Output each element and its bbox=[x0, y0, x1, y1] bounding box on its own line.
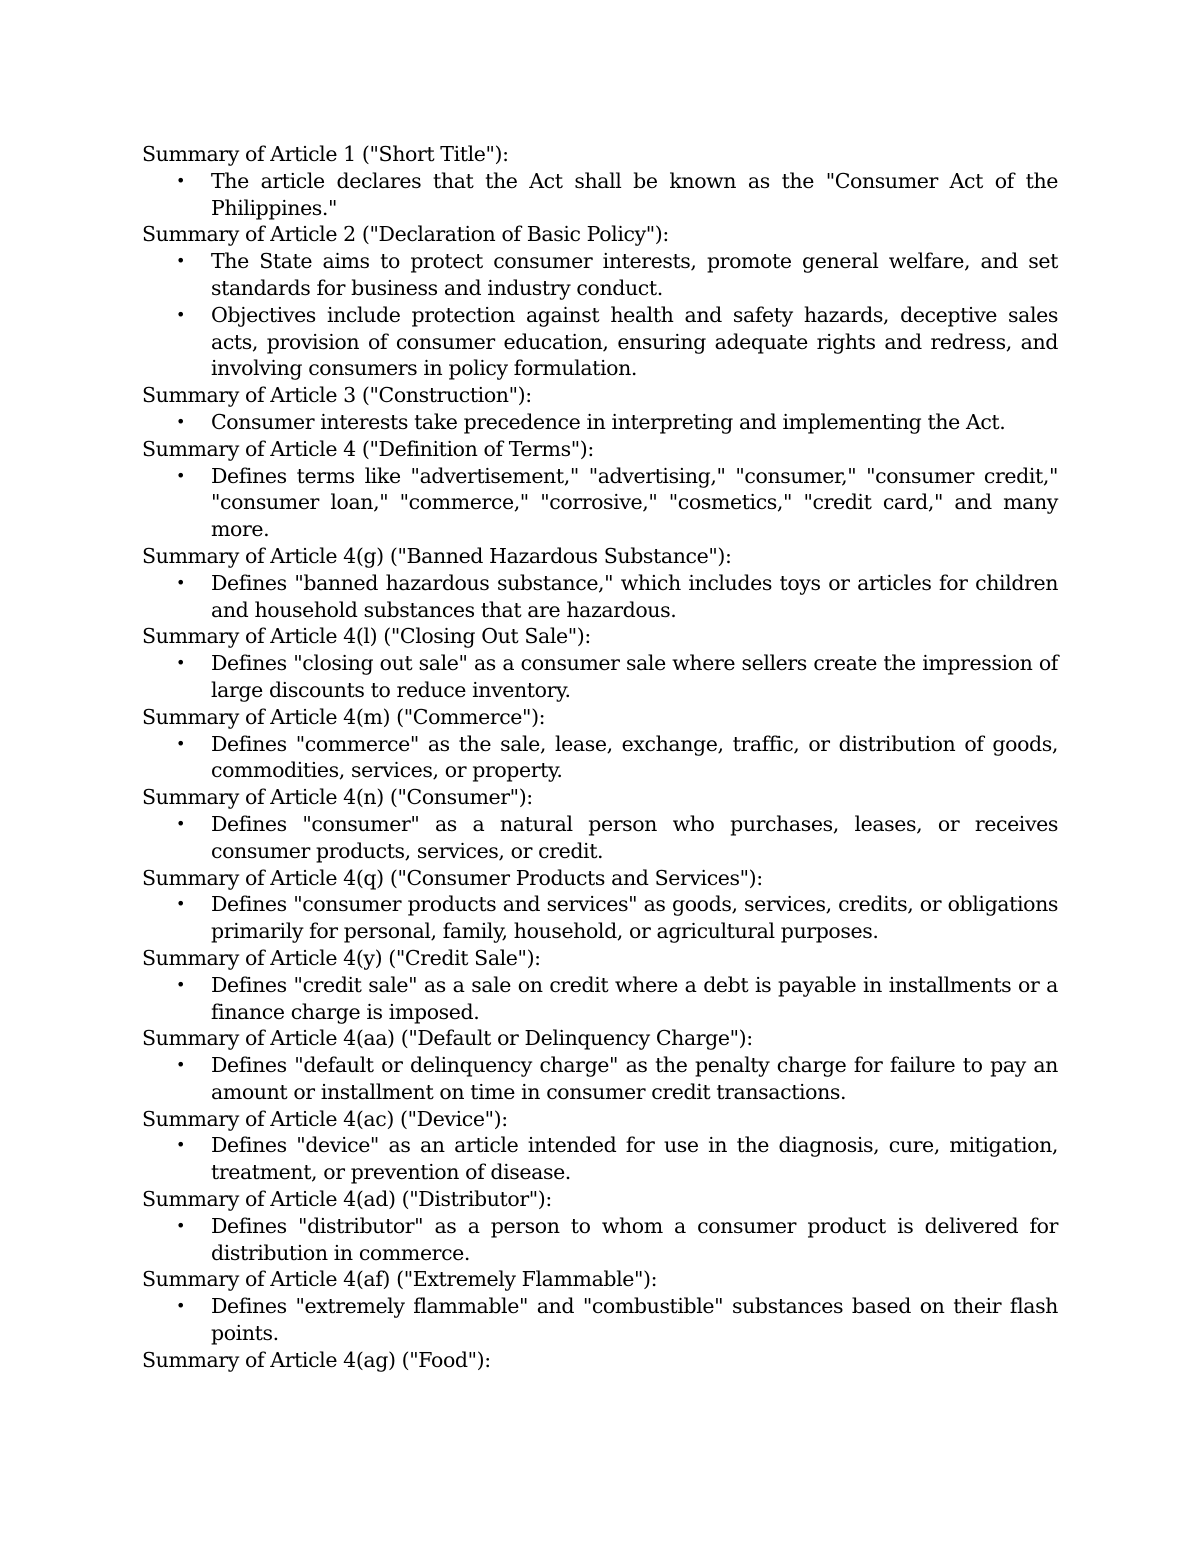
bullet-list bbox=[142, 972, 1058, 1026]
bullet-icon: • bbox=[176, 1215, 186, 1235]
article-section bbox=[142, 1266, 1058, 1346]
section-heading: Summary of Article 4(g) ("Banned Hazardous Substance"): bbox=[142, 543, 732, 568]
bullet-icon: • bbox=[176, 1055, 186, 1075]
bullet-icon: • bbox=[176, 1135, 186, 1155]
bullet-item bbox=[142, 168, 1058, 222]
bullet-item bbox=[142, 1052, 1058, 1106]
bullet-list bbox=[142, 650, 1058, 704]
article-section bbox=[142, 436, 1058, 543]
bullet-text: Defines "distributor" as a person to whom a consumer product is delivered for distribution in commerce. bbox=[211, 1213, 1058, 1265]
bullet-list bbox=[142, 1052, 1058, 1106]
article-section bbox=[142, 945, 1058, 1025]
bullet-list bbox=[142, 463, 1058, 543]
article-section bbox=[142, 141, 1058, 221]
bullet-item bbox=[142, 570, 1058, 624]
bullet-icon: • bbox=[176, 304, 186, 324]
bullet-item bbox=[142, 650, 1058, 704]
article-section bbox=[142, 1025, 1058, 1105]
bullet-text: Defines "consumer" as a natural person who purchases, leases, or receives consumer products, services, or credit. bbox=[211, 811, 1058, 863]
bullet-icon: • bbox=[176, 572, 186, 592]
article-section bbox=[142, 623, 1058, 703]
bullet-list bbox=[142, 168, 1058, 222]
bullet-item bbox=[142, 409, 1058, 436]
article-section bbox=[142, 543, 1058, 623]
section-heading: Summary of Article 4(ac) ("Device"): bbox=[142, 1106, 508, 1131]
bullet-list bbox=[142, 891, 1058, 945]
bullet-text: Defines "extremely flammable" and "combustible" substances based on their flash points. bbox=[211, 1294, 1058, 1346]
section-heading: Summary of Article 4 ("Definition of Terms"): bbox=[142, 436, 594, 461]
article-section bbox=[142, 704, 1058, 784]
bullet-text: Defines "credit sale" as a sale on credit where a debt is payable in installments or a finance charge is imposed. bbox=[211, 972, 1058, 1024]
bullet-list bbox=[142, 731, 1058, 785]
bullet-item bbox=[142, 463, 1058, 543]
article-section bbox=[142, 784, 1058, 864]
article-section bbox=[142, 1186, 1058, 1266]
article-section bbox=[142, 221, 1058, 382]
bullet-icon: • bbox=[176, 813, 186, 833]
bullet-text: Defines "commerce" as the sale, lease, exchange, traffic, or distribution of goods, commodities, services, or property. bbox=[211, 731, 1058, 783]
bullet-text: Defines "closing out sale" as a consumer sale where sellers create the impression of large discounts to reduce inventory. bbox=[211, 651, 1058, 702]
bullet-icon: • bbox=[176, 411, 186, 431]
bullet-item bbox=[142, 302, 1058, 382]
bullet-icon: • bbox=[176, 974, 186, 994]
bullet-icon: • bbox=[176, 733, 186, 753]
section-heading: Summary of Article 4(l) ("Closing Out Sale"): bbox=[142, 624, 591, 649]
section-heading: Summary of Article 4(aa) ("Default or Delinquency Charge"): bbox=[142, 1026, 753, 1051]
bullet-text: The State aims to protect consumer interests, promote general welfare, and set standards for business and industry conduct. bbox=[211, 249, 1058, 300]
section-heading: Summary of Article 2 ("Declaration of Basic Policy"): bbox=[142, 222, 669, 247]
section-heading: Summary of Article 4(q) ("Consumer Products and Services"): bbox=[142, 865, 763, 890]
bullet-text: Defines "consumer products and services" as goods, services, credits, or obligations primarily for personal, family, household, or agricultural purposes. bbox=[211, 892, 1058, 944]
bullet-text: Defines terms like "advertisement," "advertising," "consumer," "consumer credit," "consumer loan," "commerce," "corrosive," "cosmetics," "credit card," and many more. bbox=[211, 463, 1058, 542]
bullet-list bbox=[142, 570, 1058, 624]
bullet-list bbox=[142, 409, 1058, 436]
bullet-text: Objectives include protection against health and safety hazards, deceptive sales acts, provision of consumer education, ensuring adequate rights and redress, and involving consumers in policy formulation. bbox=[211, 302, 1058, 381]
bullet-icon: • bbox=[176, 170, 186, 190]
article-section bbox=[142, 382, 1058, 436]
bullet-list bbox=[142, 1132, 1058, 1186]
bullet-item bbox=[142, 891, 1058, 945]
bullet-item bbox=[142, 811, 1058, 865]
bullet-item bbox=[142, 1293, 1058, 1347]
bullet-icon: • bbox=[176, 251, 186, 271]
section-heading: Summary of Article 4(af) ("Extremely Flammable"): bbox=[142, 1267, 658, 1292]
document-body bbox=[142, 141, 1058, 1374]
article-section bbox=[142, 865, 1058, 945]
bullet-icon: • bbox=[176, 1296, 186, 1316]
bullet-text: Defines "device" as an article intended for use in the diagnosis, cure, mitigation, treatment, or prevention of disease. bbox=[211, 1133, 1058, 1185]
section-heading: Summary of Article 4(ad) ("Distributor"): bbox=[142, 1187, 552, 1212]
bullet-text: Defines "default or delinquency charge" as the penalty charge for failure to pay an amount or installment on time in consumer credit transactions. bbox=[211, 1053, 1058, 1104]
bullet-icon: • bbox=[176, 653, 186, 673]
bullet-text: The article declares that the Act shall be known as the "Consumer Act of the Philippines." bbox=[211, 168, 1058, 220]
section-heading: Summary of Article 4(y) ("Credit Sale"): bbox=[142, 945, 541, 970]
bullet-item bbox=[142, 972, 1058, 1026]
bullet-list bbox=[142, 811, 1058, 865]
section-heading: Summary of Article 1 ("Short Title"): bbox=[142, 142, 509, 166]
bullet-list bbox=[142, 1213, 1058, 1267]
section-heading: Summary of Article 4(ag) ("Food"): bbox=[142, 1347, 491, 1372]
article-section bbox=[142, 1347, 1058, 1374]
article-section bbox=[142, 1106, 1058, 1186]
section-heading: Summary of Article 4(m) ("Commerce"): bbox=[142, 704, 546, 729]
bullet-text: Defines "banned hazardous substance," which includes toys or articles for children and household substances that are hazardous. bbox=[211, 570, 1058, 622]
bullet-list bbox=[142, 1293, 1058, 1347]
section-heading: Summary of Article 4(n) ("Consumer"): bbox=[142, 785, 533, 810]
bullet-item bbox=[142, 1213, 1058, 1267]
bullet-icon: • bbox=[176, 465, 186, 485]
bullet-list bbox=[142, 248, 1058, 382]
bullet-text: Consumer interests take precedence in interpreting and implementing the Act. bbox=[211, 409, 1006, 434]
bullet-item bbox=[142, 731, 1058, 785]
bullet-icon: • bbox=[176, 894, 186, 914]
section-heading: Summary of Article 3 ("Construction"): bbox=[142, 383, 532, 408]
bullet-item bbox=[142, 248, 1058, 302]
bullet-item bbox=[142, 1132, 1058, 1186]
